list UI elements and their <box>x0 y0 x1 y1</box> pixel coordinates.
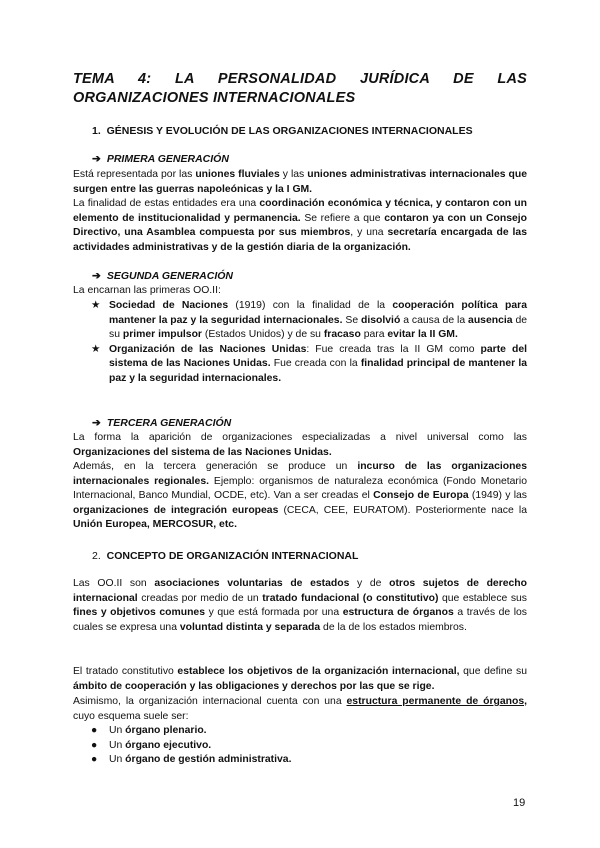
arrow-icon: ➔ <box>92 417 101 429</box>
section-1-title: GÉNESIS Y EVOLUCIÓN DE LAS ORGANIZACIONES INTERNACIONALES <box>106 125 473 137</box>
gen2-heading <box>92 270 233 282</box>
section-2-title: CONCEPTO DE ORGANIZACIÓN INTERNACIONAL <box>106 550 359 562</box>
gen1-heading <box>92 153 229 165</box>
gen3-heading <box>92 417 231 429</box>
page-title <box>73 70 527 108</box>
section-2-heading <box>92 550 358 562</box>
star-bullet-icon: ★ <box>91 343 101 355</box>
gen3-heading-text: TERCERA GENERACIÓN <box>106 417 232 429</box>
concept-paragraph-3: Asimismo, la organización internacional cuenta con una estructura permanente de órganos, cuyo esquema suele ser: <box>73 696 527 722</box>
page-number: 19 <box>513 797 526 809</box>
section-1-number: 1. <box>92 125 101 137</box>
list-item: ● Un órgano plenario. <box>91 724 527 739</box>
dot-bullet-icon: ● <box>91 725 98 736</box>
gen3-paragraph-2: Además, en la tercera generación se produce un incurso de las organizaciones internacionales regionales. Ejemplo: organismos de naturaleza económica (Fondo Monetario Internacional, Banco Mundial, OCDE, etc). Van a ser creadas el Consejo de Europa (1949) y las organizaciones de integración europeas (CECA, CEE, EURATOM). Posteriormente nace la Unión Europea, MERCOSUR, etc. <box>73 461 527 531</box>
dot-bullet-icon: ● <box>91 739 98 751</box>
organs-list <box>91 724 527 768</box>
dot-bullet-icon: ● <box>91 754 98 766</box>
title-line-2: ORGANIZACIONES INTERNACIONALES <box>73 90 356 106</box>
arrow-icon: ➔ <box>92 270 101 282</box>
list-item: ● Un órgano de gestión administrativa. <box>91 753 527 768</box>
gen1-heading-text: PRIMERA GENERACIÓN <box>106 153 229 165</box>
list-item: ★ Sociedad de Naciones (1919) con la finalidad de la cooperación política para mantener la paz y la seguridad internacionales. Se disolvió a causa de la ausencia de su primer impulsor (Estados Unidos) y de su fracaso para evitar la II GM. <box>91 300 528 341</box>
gen1-paragraph-2: La finalidad de estas entidades era una coordinación económica y técnica, y contaron con un elemento de institucionalidad y permanencia. Se refiere a que contaron ya con un Consejo Directivo, una Asamblea compuesta por sus miembros, y una secretaría encargada de las actividades administrativas y de la gestión diaria de la organización. <box>73 198 527 253</box>
gen2-heading-text: SEGUNDA GENERACIÓN <box>106 270 234 282</box>
star-bullet-icon: ★ <box>91 300 101 311</box>
concept-paragraph-1: Las OO.II son asociaciones voluntarias de estados y de otros sujetos de derecho internacional creadas por medio de un tratado fundacional (o constitutivo) que establece sus fines y objetivos comunes y que está formada por una estructura de órganos a través de los cuales se expresa una voluntad distinta y separada de la de los estados miembros. <box>73 578 528 633</box>
list-item: ● Un órgano ejecutivo. <box>91 739 527 754</box>
arrow-icon: ➔ <box>92 153 101 165</box>
title-line-1: TEMA 4: LA PERSONALIDAD JURÍDICA DE LAS <box>73 71 527 87</box>
list-item: ★ Organización de las Naciones Unidas: Fue creada tras la II GM como parte del sistema de las Naciones Unidas. Fue creada con la finalidad principal de mantener la paz y la seguridad internacionales. <box>91 343 528 384</box>
gen2-list <box>91 299 527 387</box>
gen3-paragraph-1: La forma la aparición de organizaciones especializadas a nivel universal como las Organizaciones del sistema de las Naciones Unidas. <box>73 432 527 458</box>
section-2-number: 2. <box>92 550 101 562</box>
gen2-intro: La encarnan las primeras OO.II: <box>73 285 221 296</box>
section-1-heading <box>92 125 473 137</box>
concept-paragraph-2: El tratado constitutivo establece los objetivos de la organización internacional, que define su ámbito de cooperación y las obligaciones y derechos por las que se rige. <box>73 666 527 692</box>
gen1-paragraph-1: Está representada por las uniones fluviales y las uniones administrativas internacionales que surgen entre las guerras napoleónicas y la I GM. <box>73 169 527 195</box>
